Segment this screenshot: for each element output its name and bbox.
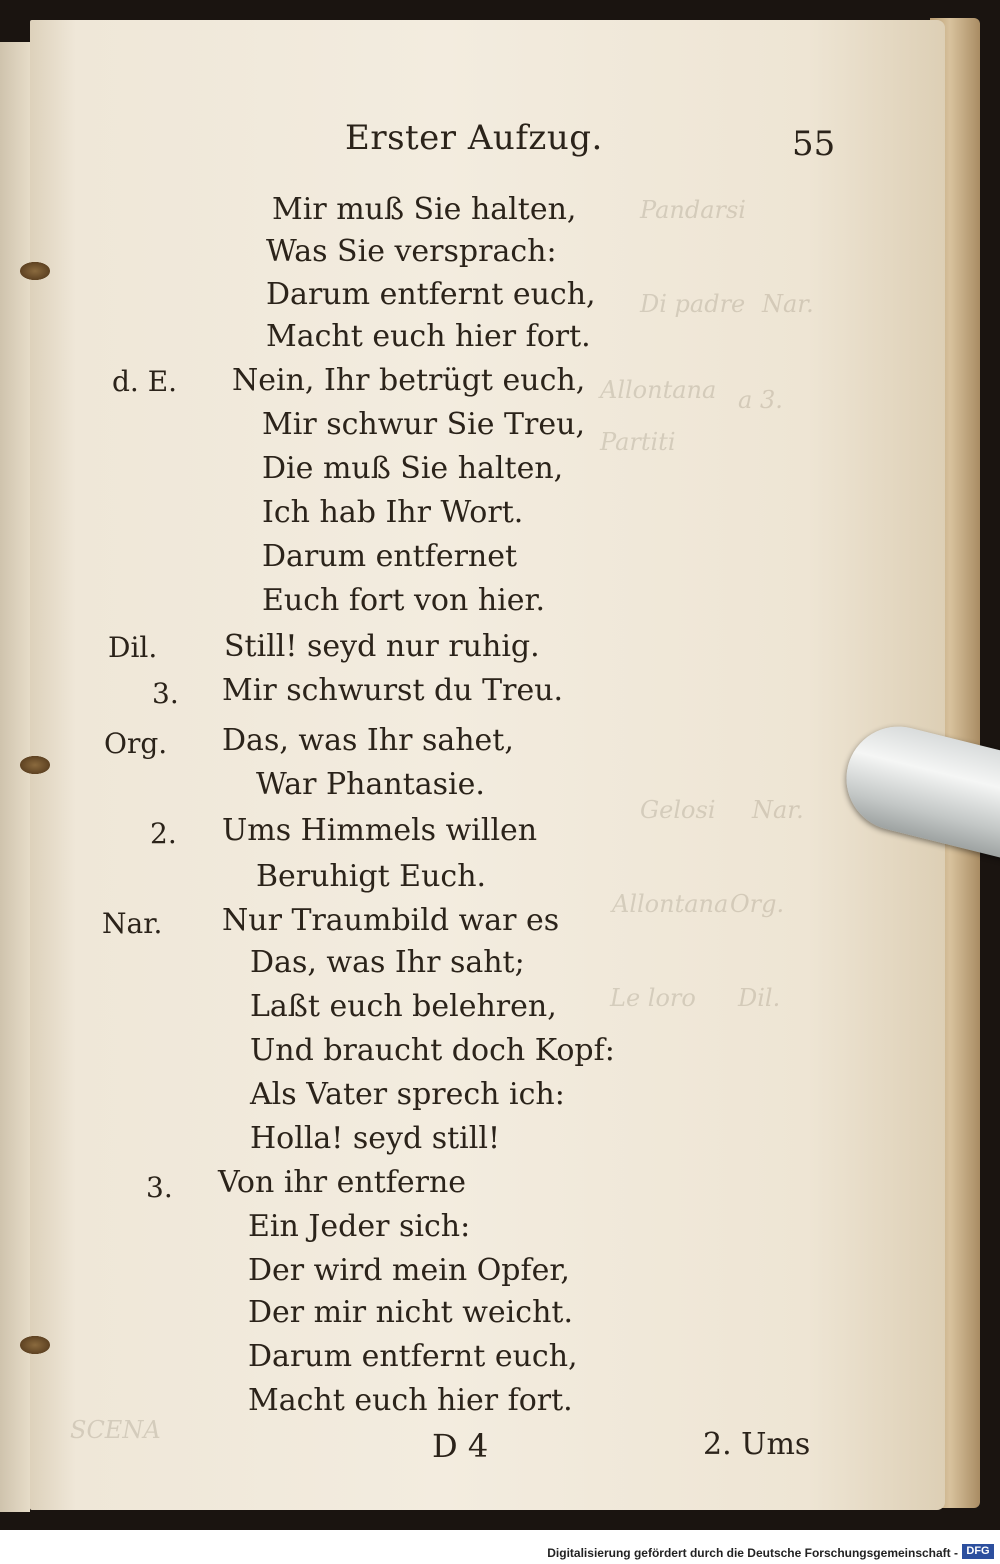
speaker-label: Nar. <box>102 907 163 940</box>
bleed-through-text: Partiti <box>600 428 676 456</box>
running-title: Erster Aufzug. <box>345 118 603 158</box>
bleed-through-text: SCENA <box>70 1416 161 1444</box>
bleed-through-text: Le loro <box>610 984 696 1012</box>
verse-line: Darum entfernet <box>262 539 518 574</box>
bleed-through-text: Allontana <box>600 376 717 404</box>
verse-line: Was Sie versprach: <box>266 234 557 269</box>
verse-line: Macht euch hier fort. <box>266 319 591 354</box>
bleed-through-text: Gelosi <box>640 796 716 824</box>
dfg-logo: DFG <box>962 1544 994 1559</box>
speaker-label: Org. <box>104 727 168 760</box>
verse-line: Und braucht doch Kopf: <box>250 1033 615 1068</box>
binding-stitch <box>20 756 50 774</box>
bleed-through-text: a 3. <box>738 386 783 414</box>
funding-credit: Digitalisierung gefördert durch die Deutsche Forschungsgemeinschaft - <box>547 1546 958 1560</box>
verse-line: Darum entfernt euch, <box>266 277 596 312</box>
verse-line: Mir schwurst du Treu. <box>222 673 564 708</box>
speaker-label: Dil. <box>108 631 158 664</box>
verse-line: Euch fort von hier. <box>262 583 546 618</box>
verse-line: Beruhigt Euch. <box>256 859 487 894</box>
verse-line: Darum entfernt euch, <box>248 1339 578 1374</box>
bleed-through-text: Allontana <box>612 890 729 918</box>
speaker-label: d. E. <box>112 365 178 398</box>
verse-line: Mir muß Sie halten, <box>272 192 577 227</box>
verse-line: Das, was Ihr saht; <box>250 945 525 980</box>
binding-stitch <box>20 262 50 280</box>
page-number: 55 <box>792 124 836 164</box>
bleed-through-text: Org. <box>730 890 785 918</box>
verse-line: Das, was Ihr sahet, <box>222 723 514 758</box>
verse-line: Ein Jeder sich: <box>248 1209 471 1244</box>
bleed-through-text: Di padre <box>640 290 746 318</box>
bleed-through-text: Pandarsi <box>640 196 746 224</box>
verse-line: Mir schwur Sie Treu, <box>262 407 585 442</box>
bleed-through-text: Nar. <box>752 796 804 824</box>
speaker-label: 3. <box>152 677 179 710</box>
verse-line: Als Vater sprech ich: <box>250 1077 565 1112</box>
speaker-label: 3. <box>146 1171 173 1204</box>
verse-line: Ums Himmels willen <box>222 813 538 848</box>
verse-line: War Phantasie. <box>256 767 485 802</box>
verse-line: Nur Traumbild war es <box>222 903 560 938</box>
verse-line: Macht euch hier fort. <box>248 1383 573 1418</box>
verse-line: Von ihr entferne <box>218 1165 467 1200</box>
catchword: 2. Ums <box>703 1427 811 1462</box>
speaker-label: 2. <box>150 817 177 850</box>
verse-line: Die muß Sie halten, <box>262 451 564 486</box>
verse-line: Der wird mein Opfer, <box>248 1253 570 1288</box>
verse-line: Der mir nicht weicht. <box>248 1295 573 1330</box>
verse-line: Ich hab Ihr Wort. <box>262 495 524 530</box>
verse-line: Nein, Ihr betrügt euch, <box>232 363 586 398</box>
bleed-through-text: Dil. <box>738 984 781 1012</box>
verse-line: Laßt euch belehren, <box>250 989 557 1024</box>
binding-stitch <box>20 1336 50 1354</box>
bleed-through-text: Nar. <box>762 290 814 318</box>
signature-mark: D 4 <box>432 1427 489 1465</box>
verse-line: Holla! seyd still! <box>250 1121 501 1156</box>
verse-line: Still! seyd nur ruhig. <box>224 629 540 664</box>
